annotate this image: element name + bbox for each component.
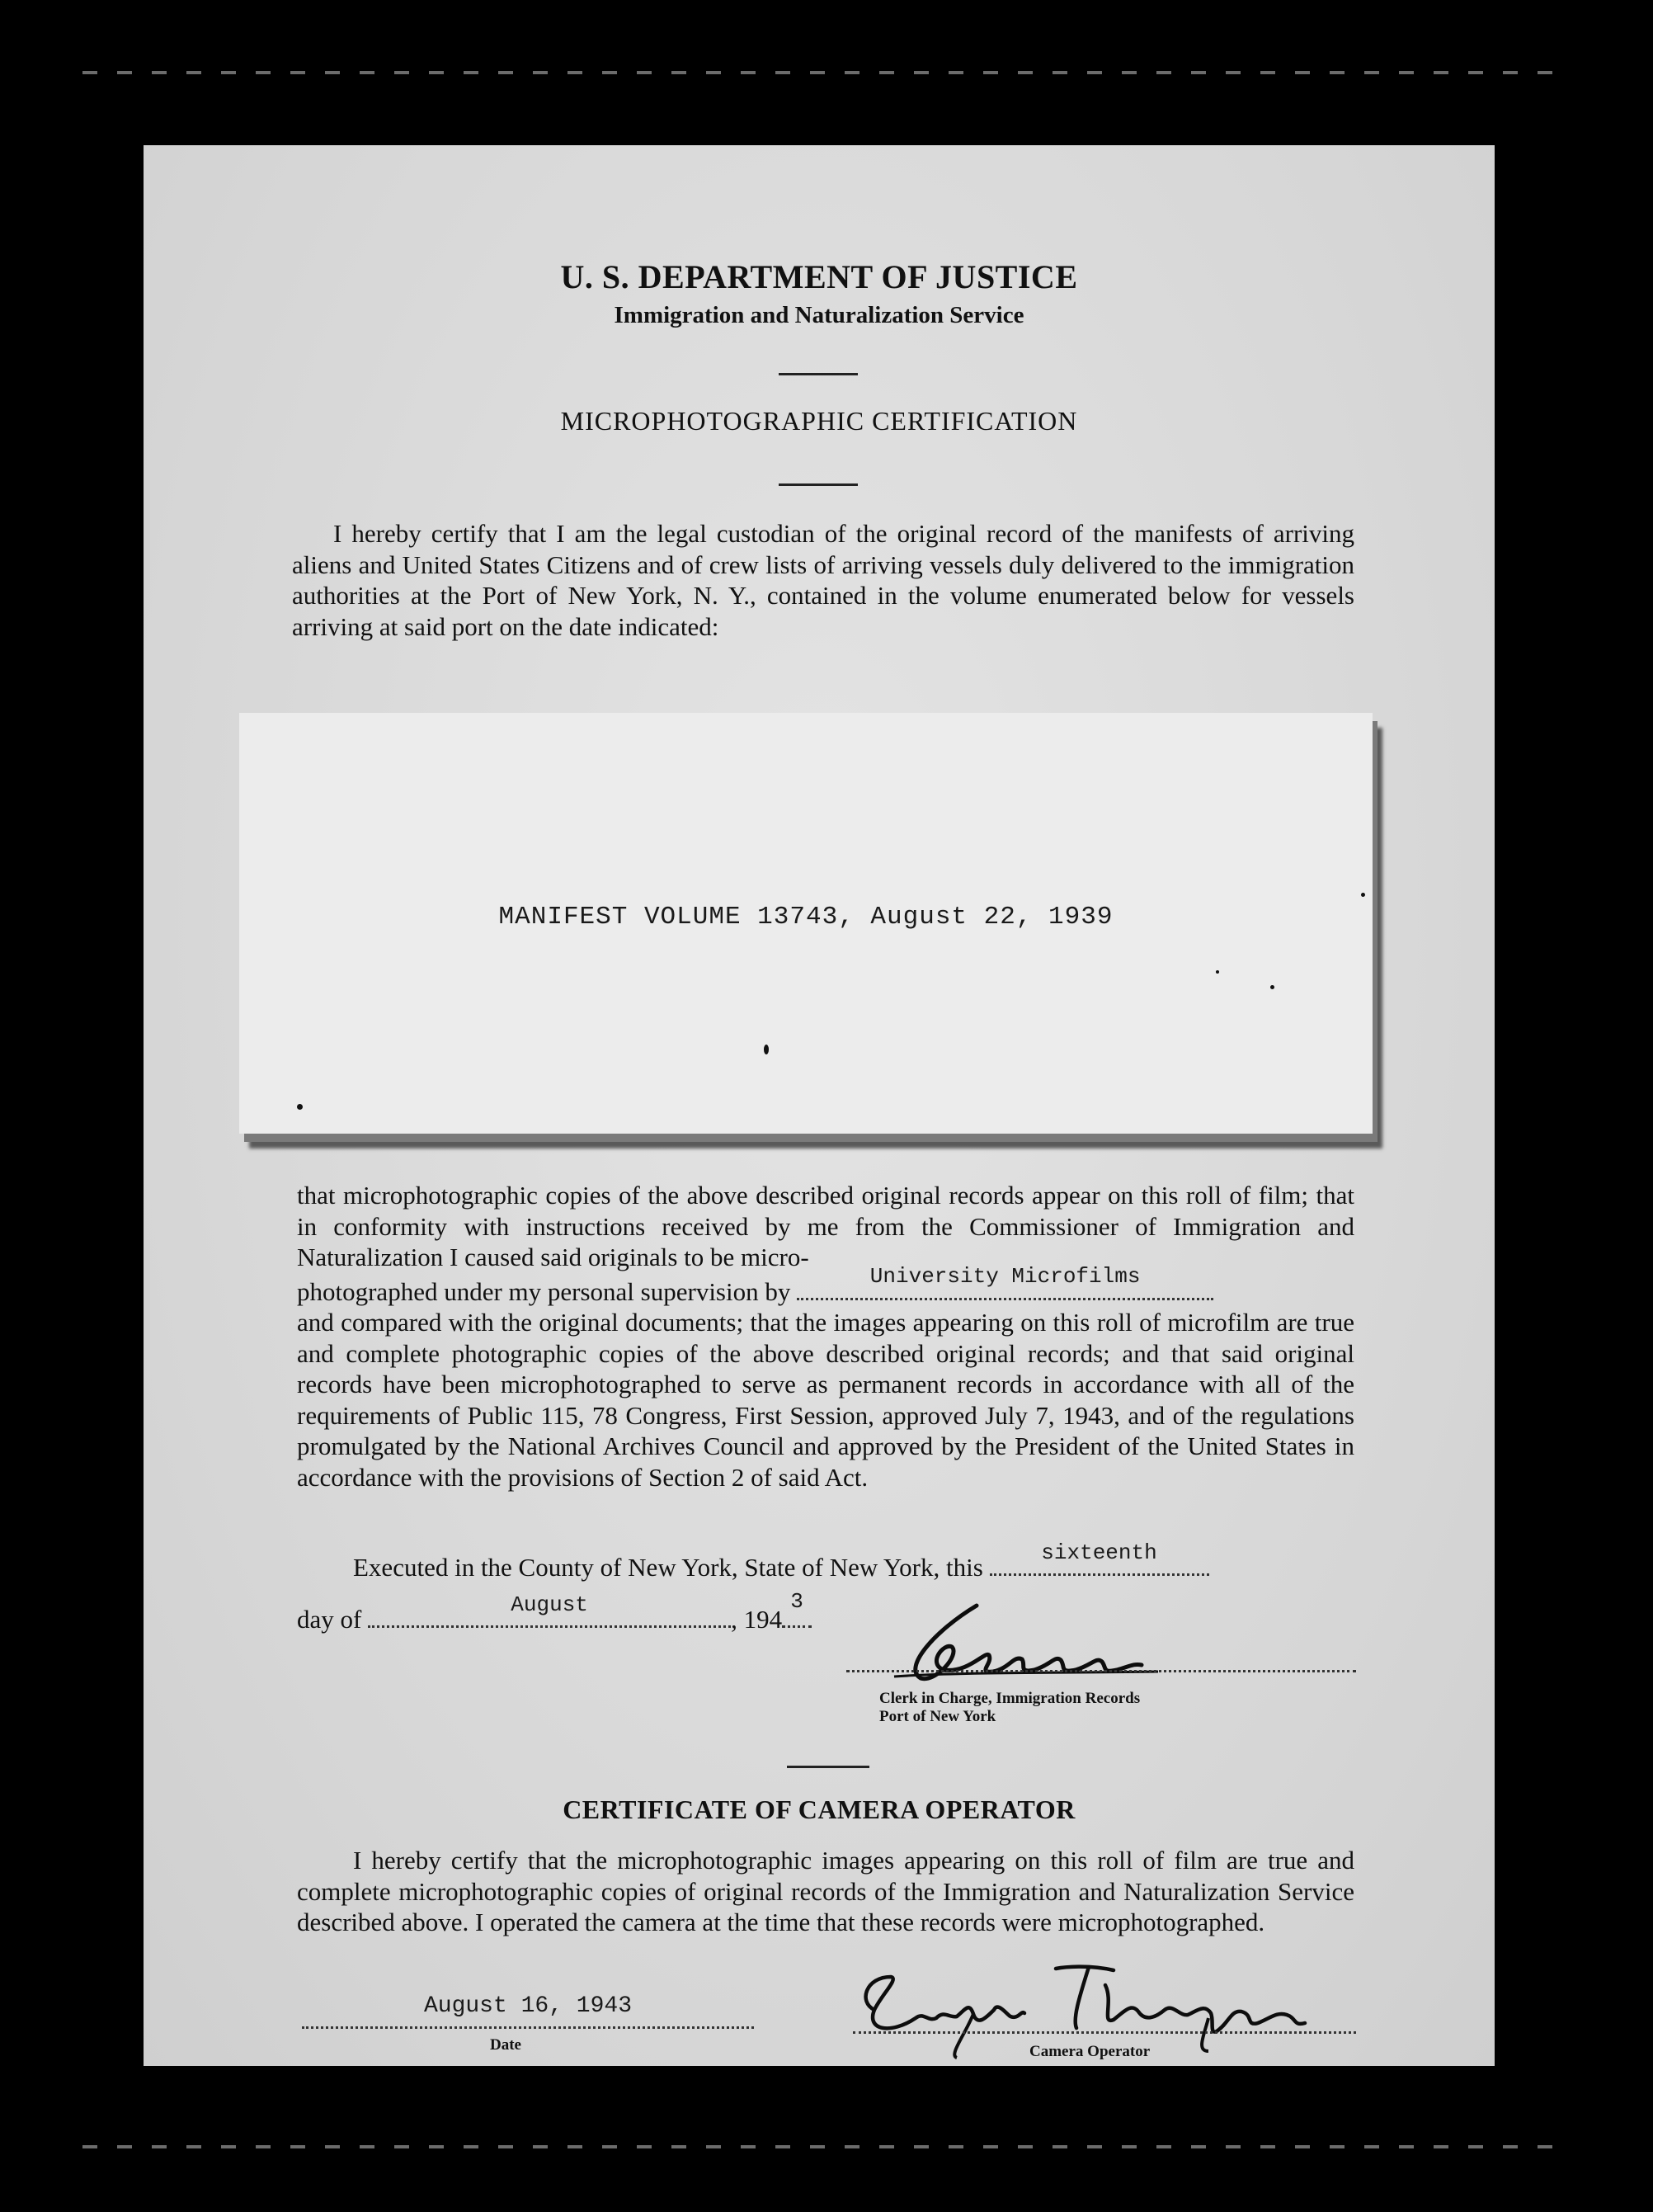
- film-edge-marks-bottom: [82, 2145, 1567, 2148]
- scan-speck: [297, 1104, 303, 1110]
- header-divider-top: [779, 373, 858, 375]
- scan-speck: [1361, 893, 1365, 897]
- camera-certificate-paragraph: I hereby certify that the microphotographic images appearing on this roll of film are true and complete microphotographic copies of original records of the Immigration and Naturalization Service described above. I operated the camera at the time that these records were microphotographed.: [297, 1846, 1354, 1936]
- scan-speck: [764, 1045, 769, 1054]
- execution-year-value: 3: [790, 1588, 803, 1614]
- clerk-caption-line-1: Clerk in Charge, Immigration Records: [879, 1690, 1141, 1707]
- film-edge-marks-top: [82, 71, 1567, 74]
- execution-prefix: Executed in the County of New York, State of New York, this: [353, 1553, 983, 1582]
- photographer-field: [797, 1264, 1213, 1300]
- execution-month-field: [368, 1592, 731, 1628]
- scan-speck: [1270, 985, 1274, 989]
- execution-year-field: [782, 1588, 812, 1628]
- date-line: [302, 2026, 754, 2029]
- certificate-page: [144, 145, 1495, 2066]
- camera-operator-label: Camera Operator: [1029, 2043, 1151, 2060]
- body-part-1: that microphotographic copies of the above described original records appear on this roll of film; that in conformity with instructions received by me from the Commissioner of Immigration and Naturalization I caused said originals to be micro-: [297, 1181, 1354, 1271]
- execution-line: [297, 1540, 1354, 1583]
- service-subheading: Immigration and Naturalization Service: [614, 302, 1024, 328]
- certification-body: [297, 1180, 1354, 1493]
- manifest-volume-label: MANIFEST VOLUME 13743, August 22, 1939: [498, 903, 1114, 931]
- execution-day-field: [990, 1540, 1209, 1576]
- header-divider-bottom: [779, 483, 858, 486]
- execution-day-value: sixteenth: [1041, 1540, 1157, 1565]
- clerk-signature: [845, 1597, 1175, 1688]
- intro-paragraph: I hereby certify that I am the legal custodian of the original record of the manifests of arriving aliens and United States Citizens and of crew lists of arriving vessels duly delivered to the immigration authorities at the Port of New York, N. Y., contained in the volume enumerated below for vessels arriving at said port on the date indicated:: [292, 519, 1354, 641]
- body-supervision-line: [297, 1264, 1354, 1308]
- camera-date-value: August 16, 1943: [423, 1993, 633, 2019]
- date-label: Date: [490, 2036, 521, 2054]
- manifest-volume-card: [239, 713, 1373, 1134]
- supervision-prefix: photographed under my personal supervision by: [297, 1276, 791, 1306]
- photographer-value: University Microfilms: [869, 1264, 1141, 1289]
- clerk-signature-line: [846, 1670, 1356, 1672]
- department-heading: U. S. DEPARTMENT OF JUSTICE: [560, 258, 1078, 295]
- clerk-caption: [879, 1690, 1140, 1726]
- clerk-caption-line-2: Port of New York: [879, 1708, 996, 1725]
- year-prefix: , 194: [731, 1605, 783, 1634]
- section-divider: [787, 1766, 869, 1768]
- execution-month-value: August: [511, 1592, 588, 1617]
- camera-certificate-title: CERTIFICATE OF CAMERA OPERATOR: [563, 1795, 1076, 1824]
- certification-title: MICROPHOTOGRAPHIC CERTIFICATION: [560, 406, 1078, 436]
- day-of-label: day of: [297, 1605, 362, 1634]
- camera-operator-line: [853, 2031, 1356, 2034]
- scan-speck: [1216, 970, 1219, 974]
- body-part-2: and compared with the original documents; that the images appearing on this roll of microfilm are true and complete photographic copies of the above described original records; and that said original records have been microphotographed to serve as permanent records in accordance with all of the requirements of Public 115, 78 Congress, First Session, approved July 7, 1943, and of the regulations promulgated by the National Archives Council and approved by the President of the United States in accordance with the provisions of Section 2 of said Act.: [297, 1308, 1354, 1492]
